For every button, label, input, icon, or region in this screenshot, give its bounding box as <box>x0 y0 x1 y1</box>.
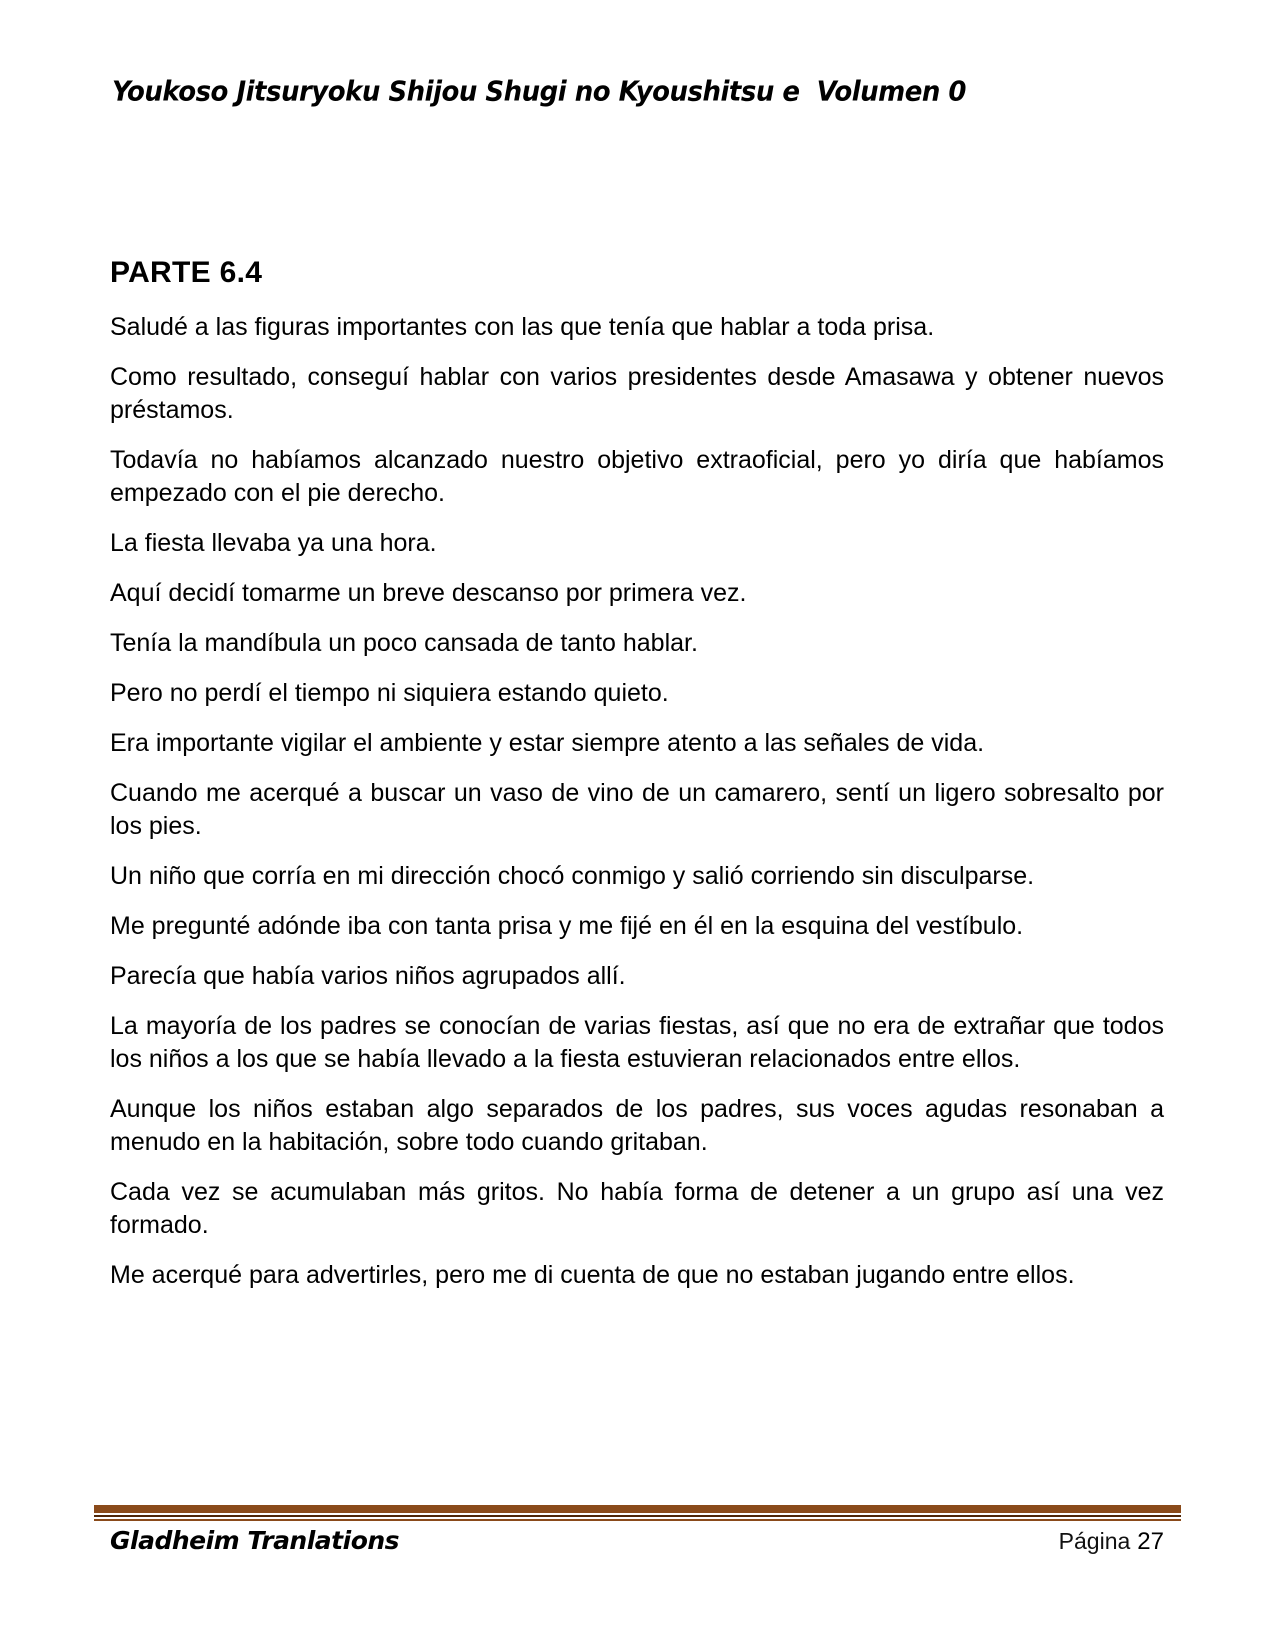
paragraph: Parecía que había varios niños agrupados allí. <box>110 962 626 990</box>
translator-brand: Gladheim Tranlations <box>110 1526 400 1555</box>
page-number-label: Página <box>1058 1528 1131 1554</box>
paragraph: Un niño que corría en mi dirección chocó conmigo y salió corriendo sin disculparse. <box>110 862 1035 890</box>
paragraph: Cada vez se acumulaban más gritos. No había forma de detener a un grupo así una vez formado. <box>110 1178 1164 1239</box>
page-number <box>1059 1528 1164 1556</box>
paragraph: Todavía no habíamos alcanzado nuestro objetivo extraoficial, pero yo diría que habíamos empezado con el pie derecho. <box>110 446 1164 507</box>
paragraph: Me pregunté adónde iba con tanta prisa y me fijé en él en la esquina del vestíbulo. <box>110 912 1024 940</box>
section-heading: PARTE 6.4 <box>110 256 263 289</box>
paragraph: Me acerqué para advertirles, pero me di cuenta de que no estaban jugando entre ellos. <box>110 1261 1075 1289</box>
paragraph: La fiesta llevaba ya una hora. <box>110 529 437 557</box>
paragraph: Como resultado, conseguí hablar con varios presidentes desde Amasawa y obtener nuevos préstamos. <box>110 363 1164 424</box>
document-body <box>110 256 1164 1309</box>
paragraph: Pero no perdí el tiempo ni siquiera estando quieto. <box>110 679 669 707</box>
paragraph: Aquí decidí tomarme un breve descanso por primera vez. <box>110 579 747 607</box>
paragraph: Tenía la mandíbula un poco cansada de tanto hablar. <box>110 629 698 657</box>
paragraph: Aunque los niños estaban algo separados de los padres, sus voces agudas resonaban a menudo en la habitación, sobre todo cuando gritaban. <box>110 1095 1164 1156</box>
running-header-title: Youkoso Jitsuryoku Shijou Shugi no Kyoushitsu e Volumen 0 <box>112 76 967 108</box>
paragraph: Era importante vigilar el ambiente y estar siempre atento a las señales de vida. <box>110 729 985 757</box>
paragraph: La mayoría de los padres se conocían de varias fiestas, así que no era de extrañar que todos los niños a los que se había llevado a la fiesta estuvieran relacionados entre ellos. <box>110 1012 1164 1073</box>
page-number-value: 27 <box>1137 1528 1164 1555</box>
paragraph: Cuando me acerqué a buscar un vaso de vino de un camarero, sentí un ligero sobresalto por los pies. <box>110 779 1164 840</box>
paragraph: Saludé a las figuras importantes con las que tenía que hablar a toda prisa. <box>110 313 935 341</box>
footer-rule <box>94 1505 1181 1521</box>
running-footer <box>110 1526 1164 1556</box>
footer-rule-thin-line <box>94 1519 1181 1521</box>
footer-rule-thick-line <box>94 1505 1181 1513</box>
